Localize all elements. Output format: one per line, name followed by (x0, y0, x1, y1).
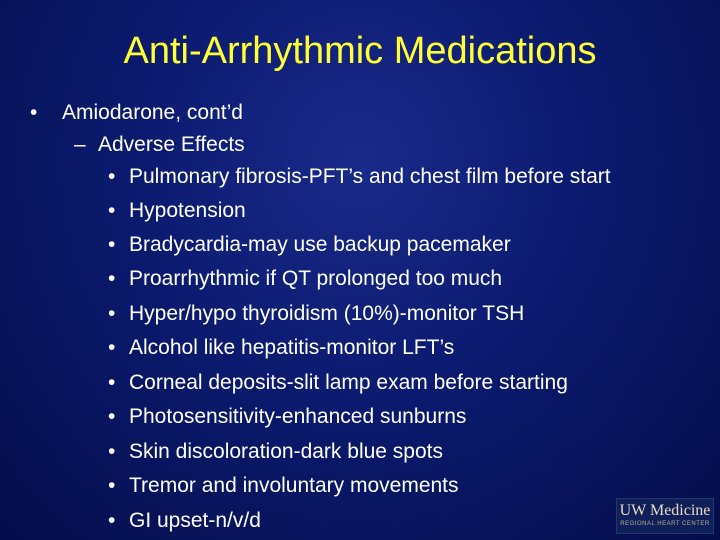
list-item-marker: • (108, 474, 116, 497)
level1-bullet-marker: • (30, 101, 38, 124)
logo-sub-text: REGIONAL HEART CENTER (620, 521, 710, 527)
logo-main-text: UW Medicine (619, 502, 711, 519)
list-item-text: Bradycardia-may use backup pacemaker (129, 233, 511, 256)
slide-title: Anti-Arrhythmic Medications (123, 30, 597, 72)
list-item-marker: • (108, 371, 116, 394)
list-item-text: Proarrhythmic if QT prolonged too much (129, 267, 503, 290)
list-item-marker: • (108, 336, 116, 359)
level1-bullet-text: Amiodarone, cont’d (62, 101, 243, 124)
list-item-text: Skin discoloration-dark blue spots (129, 440, 443, 463)
uw-medicine-logo (616, 498, 714, 534)
list-item-text: Pulmonary fibrosis-PFT’s and chest film before start (129, 165, 611, 188)
list-item-text: Corneal deposits-slit lamp exam before starting (129, 371, 568, 394)
list-item-text: Alcohol like hepatitis-monitor LFT’s (129, 336, 455, 359)
list-item-marker: • (108, 302, 116, 325)
list-item-marker: • (108, 509, 116, 532)
level2-bullet-text: Adverse Effects (98, 133, 245, 156)
list-item-marker: • (108, 199, 116, 222)
list-item-text: Hyper/hypo thyroidism (10%)-monitor TSH (129, 302, 525, 325)
list-item-text: Tremor and involuntary movements (129, 474, 459, 497)
list-item-text: Hypotension (129, 199, 246, 222)
list-item-marker: • (108, 165, 116, 188)
list-item-marker: • (108, 267, 116, 290)
level2-dash-marker: – (74, 133, 86, 156)
list-item-text: Photosensitivity-enhanced sunburns (129, 405, 467, 428)
list-item-marker: • (108, 233, 116, 256)
list-item-marker: • (108, 405, 116, 428)
list-item-text: GI upset-n/v/d (129, 509, 261, 532)
list-item-marker: • (108, 440, 116, 463)
